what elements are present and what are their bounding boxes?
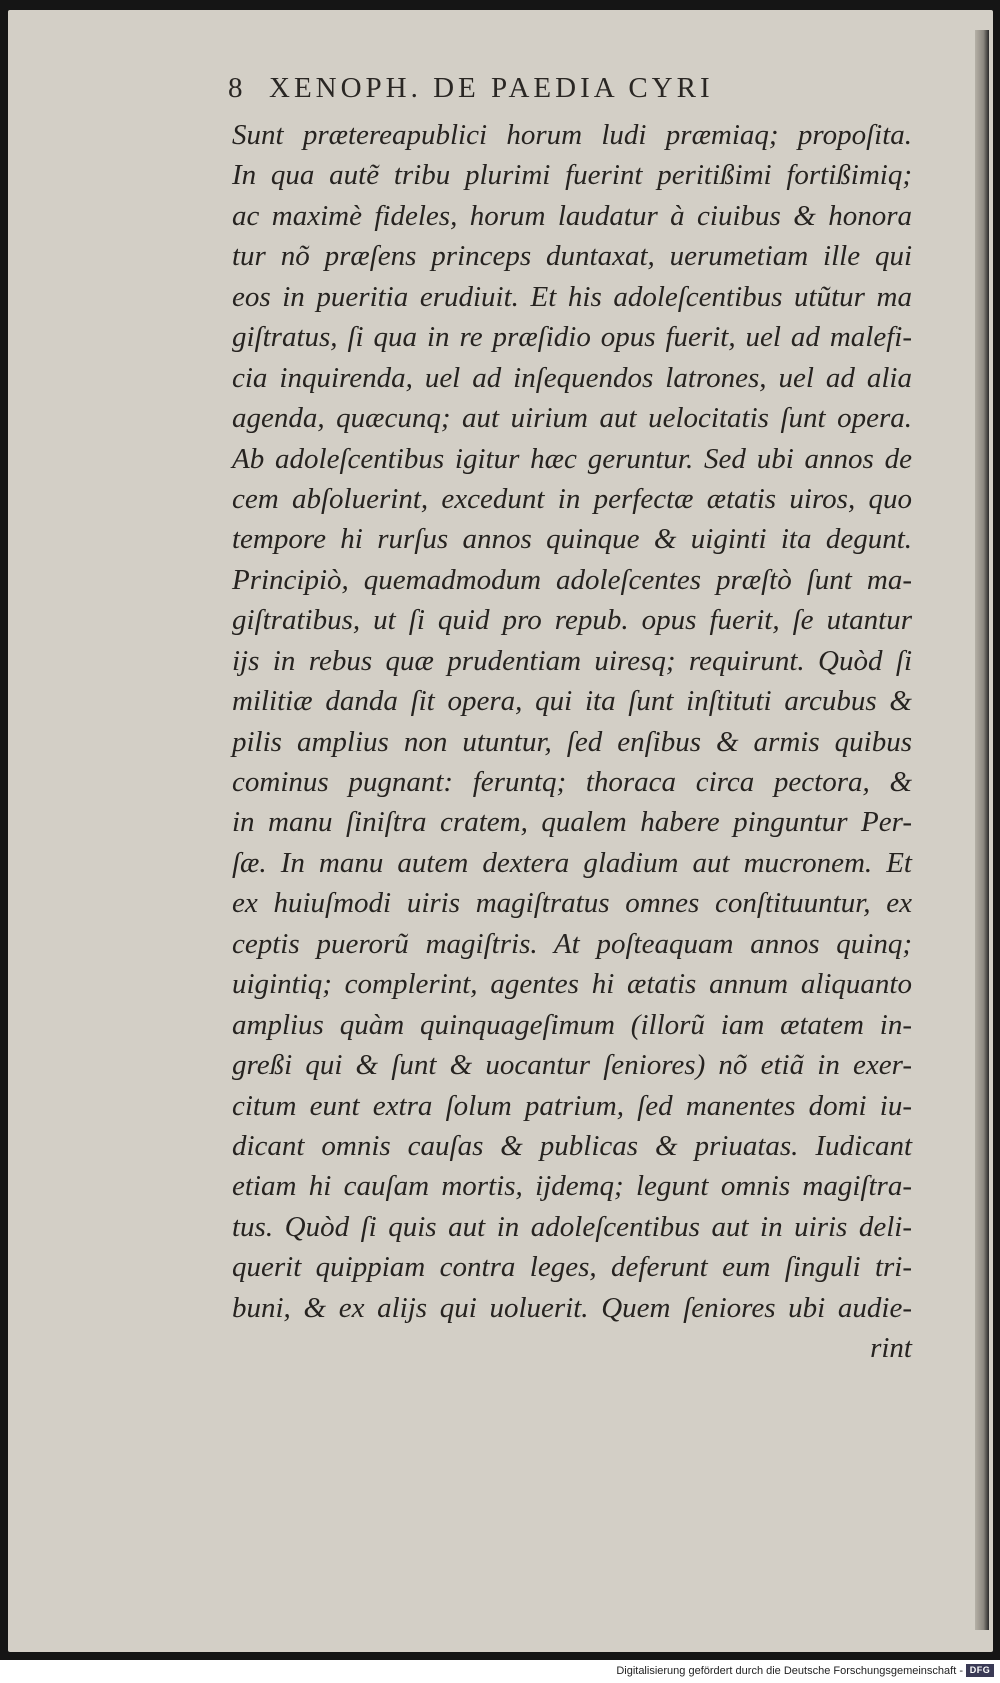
text-line: tur nõ præſens princeps duntaxat, uerumetiam ille qui <box>232 240 912 273</box>
text-line: Sunt prætereapublici horum ludi præmiaq; propoſita. <box>232 119 912 151</box>
body-text <box>232 115 912 1369</box>
text-line: giſtratus, ſi qua in re præſidio opus fuerit, uel ad malefi- <box>232 321 912 354</box>
text-line: dicant omnis cauſas & publicas & priuatas. Iudicant <box>232 1129 912 1162</box>
text-line: citum eunt extra ſolum patrium, ſed manentes domi iu- <box>232 1089 912 1122</box>
page-number: 8 <box>228 72 247 104</box>
text-line: buni, & ex alijs qui uoluerit. Quem ſeniores ubi audie- <box>232 1291 912 1324</box>
text-line: tus. Quòd ſi quis aut in adoleſcentibus aut in uiris deli- <box>232 1210 912 1243</box>
text-line: rint <box>870 1332 912 1365</box>
text-line: tempore hi rurſus annos quinque & uiginti ita degunt. <box>232 523 912 556</box>
footer-credit: Digitalisierung gefördert durch die Deutsche Forschungsgemeinschaft - <box>616 1665 963 1677</box>
text-line: cia inquirenda, uel ad inſequendos latrones, uel ad alia <box>232 361 912 394</box>
text-line: militiæ danda ſit opera, qui ita ſunt inſtituti arcubus & <box>232 685 912 718</box>
text-line: pilis amplius non utuntur, ſed enſibus & armis quibus <box>232 725 912 758</box>
page-gutter-shadow <box>975 30 989 1630</box>
running-title: XENOPH. DE PAEDIA CYRI <box>269 72 714 104</box>
text-line: ijs in rebus quæ prudentiam uiresq; requirunt. Quòd ſi <box>232 644 912 677</box>
text-line: ſæ. In manu autem dextera gladium aut mucronem. Et <box>232 846 912 879</box>
text-line: querit quippiam contra leges, deferunt eum ſinguli tri- <box>232 1251 912 1284</box>
text-line: Principiò, quemadmodum adoleſcentes præſtò ſunt ma- <box>232 563 912 596</box>
digitization-footer <box>0 1660 1000 1683</box>
text-line: eos in pueritia erudiuit. Et his adoleſcentibus utũtur ma <box>232 280 912 313</box>
text-line: cem abſoluerint, excedunt in perfectæ ætatis uiros, quo <box>232 482 912 515</box>
text-line: agenda, quæcunq; aut uirium aut uelocitatis ſunt opera. <box>232 402 912 435</box>
text-line: ceptis puerorũ magiſtris. At poſteaquam annos quinq; <box>232 927 912 960</box>
text-line: cominus pugnant: feruntq; thoraca circa pectora, & <box>232 766 912 798</box>
text-line: ac maximè fideles, horum laudatur à ciuibus & honora <box>232 199 912 232</box>
running-header <box>228 72 828 112</box>
dfg-logo: DFG <box>966 1664 994 1677</box>
text-line: giſtratibus, ut ſi quid pro repub. opus fuerit, ſe utantur <box>232 604 912 637</box>
text-line: In qua autẽ tribu plurimi fuerint peritißimi fortißimiq; <box>232 159 912 192</box>
text-line: Ab adoleſcentibus igitur hæc geruntur. Sed ubi annos de <box>232 442 912 475</box>
text-line: greßi qui & ſunt & uocantur ſeniores) nõ etiã in exer- <box>232 1049 912 1082</box>
text-line: uigintiq; complerint, agentes hi ætatis annum aliquanto <box>232 968 912 1001</box>
text-line: etiam hi cauſam mortis, ijdemq; legunt omnis magiſtra- <box>232 1170 912 1203</box>
text-line: amplius quàm quinquageſimum (illorũ iam ætatem in- <box>232 1008 912 1041</box>
text-line: ex huiuſmodi uiris magiſtratus omnes conſtituuntur, ex <box>232 887 912 920</box>
text-line: in manu ſiniſtra cratem, qualem habere pinguntur Per- <box>232 806 912 839</box>
